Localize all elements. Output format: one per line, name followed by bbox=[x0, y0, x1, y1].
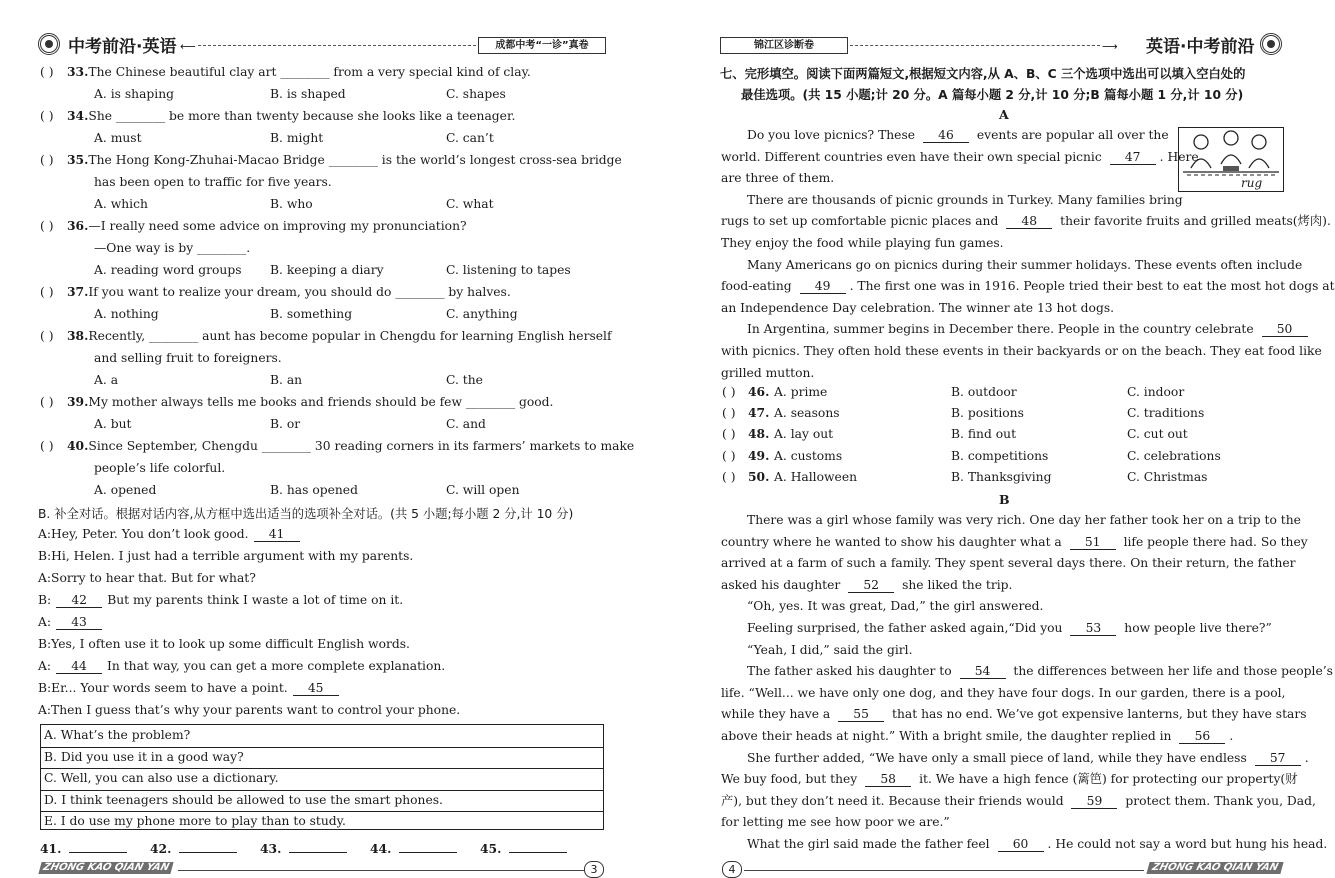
option: B. Thanksgiving bbox=[951, 469, 1052, 484]
passage-text: are three of them. bbox=[721, 171, 835, 186]
option: A. prime bbox=[774, 385, 828, 399]
dialogue-text: B:Er... Your words seem to have a point. bbox=[38, 681, 288, 695]
blank-number: 56 bbox=[1179, 729, 1225, 744]
option: A. nothing bbox=[94, 307, 159, 321]
question-number: 46. bbox=[748, 384, 770, 399]
option: B. positions bbox=[951, 406, 1024, 421]
passage-line bbox=[747, 664, 1333, 679]
question-line: Recently, ________ aunt has become popular in Chengdu for learning English herself bbox=[88, 329, 612, 343]
question-text bbox=[67, 395, 553, 409]
blank-number: 47 bbox=[1110, 150, 1156, 165]
passage-line bbox=[747, 751, 1309, 766]
passage-text: What the girl said made the father feel bbox=[747, 837, 994, 851]
right-brand: 英语·中考前沿 bbox=[1146, 37, 1255, 57]
option: A. seasons bbox=[774, 406, 840, 421]
option: A. a bbox=[94, 373, 119, 387]
question-text bbox=[67, 285, 511, 299]
passage-text: the differences between her life and those people’s bbox=[1009, 664, 1333, 679]
question-number: 49. bbox=[748, 447, 770, 463]
answer-slot bbox=[370, 840, 457, 856]
blank-number: 55 bbox=[838, 707, 884, 722]
header-divider bbox=[850, 45, 1100, 46]
answer-paren: ( ) bbox=[40, 109, 54, 123]
passage-text: their favorite fruits and grilled meats(烤肉). bbox=[1056, 214, 1331, 229]
instruction-line-1: 七、完形填空。阅读下面两篇短文,根据短文内容,从 A、B、C 三个选项中选出可以填入空白处的 bbox=[720, 67, 1246, 81]
question-line: people’s life colorful. bbox=[94, 461, 226, 475]
passage-line bbox=[721, 794, 1316, 809]
passage-text: There are thousands of picnic grounds in Turkey. Many families bring bbox=[747, 192, 1183, 207]
blank-number: 41 bbox=[254, 527, 300, 542]
passage-text: The father asked his daughter to bbox=[747, 664, 956, 679]
passage-text: country where he wanted to show his daughter what a bbox=[721, 534, 1066, 549]
dialogue-line bbox=[38, 703, 460, 717]
passage-line bbox=[721, 301, 1114, 315]
left-footer bbox=[38, 860, 608, 877]
passage-text: for letting me see how poor we are.” bbox=[721, 815, 950, 830]
passage-text: “Oh, yes. It was great, Dad,” the girl answered. bbox=[747, 599, 1044, 614]
blank-number: 42 bbox=[56, 593, 102, 608]
passage-line bbox=[721, 578, 1012, 593]
question-text bbox=[67, 219, 467, 233]
answer-label: 45. bbox=[480, 841, 502, 856]
box-option: C. Well, you can also use a dictionary. bbox=[44, 771, 279, 785]
passage-text: she liked the trip. bbox=[898, 577, 1013, 592]
arrow-icon: ⟵ bbox=[180, 40, 196, 53]
answer-blank bbox=[289, 840, 347, 853]
question-line: My mother always tells me books and friends should be few ________ good. bbox=[88, 395, 554, 409]
option: B. outdoor bbox=[951, 385, 1017, 399]
passage-line bbox=[721, 171, 834, 185]
box-divider bbox=[41, 768, 603, 769]
answer-label: 41. bbox=[40, 841, 62, 856]
arrow-icon: ⟶ bbox=[1102, 40, 1118, 53]
box-divider bbox=[41, 747, 603, 748]
picnic-icon bbox=[1179, 128, 1283, 176]
question-text bbox=[94, 351, 282, 365]
dialogue-text: A: bbox=[38, 659, 52, 673]
option: C. the bbox=[446, 373, 483, 387]
dialogue-text: B:Yes, I often use it to look up some difficult English words. bbox=[38, 637, 410, 651]
blank-number: 58 bbox=[865, 772, 911, 787]
option: B. has opened bbox=[270, 483, 358, 497]
passage-text: events are popular all over the bbox=[972, 128, 1169, 142]
passage-line bbox=[721, 535, 1308, 550]
passage-text: We buy food, but they bbox=[721, 772, 862, 787]
section-b-instruction: B. 补全对话。根据对话内容,从方框中选出适当的选项补全对话。(共 5 小题;每小题 2 分,计 10 分) bbox=[38, 507, 574, 521]
passage-line bbox=[747, 643, 913, 657]
box-divider bbox=[41, 811, 603, 812]
passage-text: In Argentina, summer begins in December there. People in the country celebrate bbox=[747, 322, 1258, 337]
passage-line bbox=[721, 279, 1335, 294]
option: C. will open bbox=[446, 483, 520, 497]
answer-label: 43. bbox=[260, 841, 282, 856]
answer-blank bbox=[399, 840, 457, 853]
passage-text: She further added, “We have only a small piece of land, while they have endless bbox=[747, 750, 1251, 765]
passage-text: while they have a bbox=[721, 707, 835, 722]
passage-line bbox=[721, 686, 1285, 700]
passage-text: rugs to set up comfortable picnic places and bbox=[721, 214, 1003, 229]
footer-line bbox=[178, 870, 588, 871]
option: C. can’t bbox=[446, 131, 494, 145]
exam-tag: 成都中考“一诊”真卷 bbox=[478, 37, 606, 54]
option: C. what bbox=[446, 197, 494, 211]
answer-paren: ( ) bbox=[40, 219, 54, 233]
question-text bbox=[67, 329, 612, 343]
footer-line bbox=[744, 870, 1144, 871]
logo-icon bbox=[38, 33, 60, 55]
passage-text: how people live there?” bbox=[1120, 621, 1272, 635]
passage-line bbox=[721, 150, 1199, 165]
dialogue-line bbox=[38, 659, 445, 674]
option: A. opened bbox=[94, 483, 157, 497]
option: C. celebrations bbox=[1127, 448, 1221, 463]
passage-line bbox=[721, 556, 1296, 570]
option: C. listening to tapes bbox=[446, 263, 571, 277]
passage-text: . He could not say a word but hung his head. bbox=[1047, 837, 1328, 851]
question-line: The Chinese beautiful clay art ________ from a very special kind of clay. bbox=[88, 65, 531, 79]
blank-number: 45 bbox=[293, 681, 339, 696]
passage-text: life. “Well... we have only one dog, and they have four dogs. In our garden, there is a pool, bbox=[721, 685, 1286, 700]
left-header bbox=[38, 30, 608, 58]
option: B. or bbox=[270, 417, 301, 431]
passage-line bbox=[747, 258, 1302, 272]
passage-line bbox=[721, 366, 814, 380]
option: B. might bbox=[270, 131, 324, 145]
dialogue-text: A:Hey, Peter. You don’t look good. bbox=[38, 527, 249, 541]
option: B. something bbox=[270, 307, 353, 321]
exam-tag: 锦江区诊断卷 bbox=[720, 37, 848, 54]
blank-number: 53 bbox=[1070, 621, 1116, 636]
dialogue-line bbox=[38, 637, 410, 651]
dialogue-line bbox=[38, 681, 344, 696]
passage-line bbox=[721, 236, 1004, 250]
question-number: 48. bbox=[748, 426, 770, 442]
question-text bbox=[67, 153, 622, 167]
page-number: 3 bbox=[584, 861, 604, 878]
question-number: 36. bbox=[67, 218, 89, 233]
question-number: 33. bbox=[67, 64, 89, 79]
blank-number: 46 bbox=[923, 128, 969, 143]
passage-line bbox=[721, 815, 950, 829]
question-number: 40. bbox=[67, 438, 89, 453]
passage-text: above their heads at night.” With a bright smile, the daughter replied in bbox=[721, 729, 1176, 743]
passage-line bbox=[747, 621, 1272, 636]
right-footer bbox=[720, 860, 1285, 877]
option: B. find out bbox=[951, 427, 1017, 442]
answer-blank bbox=[69, 840, 127, 853]
answer-paren: ( ) bbox=[40, 65, 54, 79]
option: A. is shaping bbox=[94, 87, 175, 101]
answer-label: 42. bbox=[150, 841, 172, 856]
blank-number: 50 bbox=[1262, 322, 1308, 337]
blank-number: 59 bbox=[1071, 794, 1117, 809]
question-text bbox=[67, 109, 515, 123]
answer-paren: ( ) bbox=[40, 395, 54, 409]
question-text bbox=[94, 461, 225, 475]
header-divider bbox=[198, 45, 476, 46]
question-line: Since September, Chengdu ________ 30 reading corners in its farmers’ markets to make bbox=[88, 439, 635, 453]
passage-line bbox=[721, 344, 1322, 358]
answer-slot bbox=[150, 840, 237, 856]
passage-line bbox=[721, 707, 1307, 722]
passage-text: “Yeah, I did,” said the girl. bbox=[747, 642, 913, 657]
passage-line bbox=[747, 128, 1169, 143]
passage-text: Many Americans go on picnics during their summer holidays. These events often include bbox=[747, 257, 1303, 272]
answer-slot bbox=[40, 840, 127, 856]
logo-icon bbox=[1260, 33, 1282, 55]
option: A. must bbox=[94, 131, 142, 145]
left-brand: 中考前沿·英语 bbox=[68, 37, 177, 57]
option: B. an bbox=[270, 373, 303, 387]
option: C. shapes bbox=[446, 87, 506, 101]
question-line: has been open to traffic for five years. bbox=[94, 175, 332, 189]
dialogue-text: But my parents think I waste a lot of time on it. bbox=[107, 593, 404, 607]
question-line: The Hong Kong-Zhuhai-Macao Bridge ________ is the world’s longest cross-sea bridge bbox=[88, 153, 622, 167]
picture-caption: rug bbox=[1241, 176, 1263, 190]
dialogue-line bbox=[38, 549, 413, 563]
passage-line bbox=[747, 193, 1183, 207]
question-text bbox=[94, 175, 332, 189]
passage-text: They enjoy the food while playing fun games. bbox=[721, 236, 1004, 250]
question-number: 34. bbox=[67, 108, 89, 123]
passage-text: with picnics. They often hold these events in their backyards or on the beach. They eat food like bbox=[721, 344, 1322, 358]
option: A. Halloween bbox=[774, 469, 858, 484]
blank-number: 52 bbox=[848, 578, 894, 593]
box-divider bbox=[41, 790, 603, 791]
right-header bbox=[720, 30, 1285, 58]
blank-number: 48 bbox=[1006, 214, 1052, 229]
answer-paren: ( ) bbox=[40, 153, 54, 167]
option: A. lay out bbox=[774, 427, 834, 442]
question-line: —One way is by ________. bbox=[94, 241, 251, 255]
question-text bbox=[94, 241, 250, 255]
instruction-line-2: 最佳选项。(共 15 小题;计 20 分。A 篇每小题 2 分,计 10 分;B 篇每小题 1 分,计 10 分) bbox=[741, 88, 1244, 102]
passage-text: world. Different countries even have their own special picnic bbox=[721, 149, 1106, 164]
option: C. traditions bbox=[1127, 406, 1205, 421]
dialogue-line bbox=[38, 615, 107, 630]
answer-paren: ( ) bbox=[722, 448, 736, 463]
blank-number: 60 bbox=[998, 837, 1044, 852]
question-line: —I really need some advice on improving my pronunciation? bbox=[88, 219, 467, 233]
answer-slot bbox=[260, 840, 347, 856]
option: B. who bbox=[270, 197, 313, 211]
dialogue-text: In that way, you can get a more complete explanation. bbox=[107, 659, 446, 673]
option: B. keeping a diary bbox=[270, 263, 384, 277]
footer-bar: ZHONG KAO QIAN YAN bbox=[38, 862, 173, 874]
answer-paren: ( ) bbox=[722, 406, 736, 421]
question-number: 47. bbox=[748, 405, 770, 421]
passage-line bbox=[747, 837, 1327, 852]
passage-line bbox=[721, 729, 1233, 744]
passage-line bbox=[747, 513, 1301, 527]
footer-bar: ZHONG KAO QIAN YAN bbox=[1146, 862, 1283, 874]
answer-slot bbox=[480, 840, 567, 856]
option: B. competitions bbox=[951, 448, 1049, 463]
passage-text: that has no end. We’ve got expensive lanterns, but they have stars bbox=[888, 707, 1307, 722]
box-option: A. What’s the problem? bbox=[44, 728, 191, 742]
answer-paren: ( ) bbox=[40, 285, 54, 299]
blank-number: 49 bbox=[800, 279, 846, 294]
passage-text: . bbox=[1304, 750, 1309, 765]
option: B. is shaped bbox=[270, 87, 346, 101]
blank-number: 51 bbox=[1070, 535, 1116, 550]
passage-line bbox=[721, 772, 1298, 787]
passage-text: life people there had. So they bbox=[1119, 534, 1308, 549]
passage-text: Do you love picnics? These bbox=[747, 128, 919, 142]
dialogue-text: A:Then I guess that’s why your parents want to control your phone. bbox=[38, 703, 461, 717]
dialogue-text: B: bbox=[38, 593, 52, 607]
option: A. which bbox=[94, 197, 148, 211]
options-box bbox=[40, 724, 604, 830]
question-number: 37. bbox=[67, 284, 89, 299]
question-number: 38. bbox=[67, 328, 89, 343]
option: C. anything bbox=[446, 307, 518, 321]
question-line: and selling fruit to foreigners. bbox=[94, 351, 282, 365]
passage-text: arrived at a farm of such a family. They spent several days there. On their return, the father bbox=[721, 556, 1296, 571]
passage-line bbox=[747, 599, 1043, 613]
dialogue-line bbox=[38, 527, 305, 542]
passage-text: Feeling surprised, the father asked again,“Did you bbox=[747, 621, 1067, 635]
blank-number: 44 bbox=[56, 659, 102, 674]
question-number: 35. bbox=[67, 152, 89, 167]
question-text bbox=[67, 439, 634, 453]
question-number: 50. bbox=[748, 468, 770, 484]
question-line: She ________ be more than twenty because she looks like a teenager. bbox=[88, 109, 516, 123]
passage-text: protect them. Thank you, Dad, bbox=[1121, 793, 1316, 808]
box-option: E. I do use my phone more to play than to study. bbox=[44, 814, 346, 828]
page-number: 4 bbox=[722, 861, 742, 878]
option: A. but bbox=[94, 417, 132, 431]
dialogue-text: A:Sorry to hear that. But for what? bbox=[38, 571, 256, 585]
box-option: B. Did you use it in a good way? bbox=[44, 749, 244, 764]
answer-paren: ( ) bbox=[40, 329, 54, 343]
dialogue-line bbox=[38, 571, 256, 585]
part-a-heading: A bbox=[999, 107, 1009, 122]
option: C. cut out bbox=[1127, 427, 1188, 442]
answer-paren: ( ) bbox=[722, 427, 736, 442]
passage-text: . The first one was in 1916. People tried their best to eat the most hot dogs at bbox=[849, 279, 1335, 294]
option: A. reading word groups bbox=[94, 263, 242, 277]
passage-line bbox=[721, 214, 1331, 229]
option: A. customs bbox=[774, 448, 843, 463]
passage-text: . Here bbox=[1159, 149, 1199, 164]
answer-label: 44. bbox=[370, 841, 392, 856]
passage-line bbox=[747, 322, 1312, 337]
part-b-heading: B bbox=[999, 492, 1010, 507]
passage-text: 产), but they don’t need it. Because their friends would bbox=[721, 793, 1068, 808]
picnic-illustration bbox=[1178, 127, 1284, 192]
passage-text: There was a girl whose family was very rich. One day her father took her on a trip to the bbox=[747, 513, 1301, 527]
dialogue-text: B:Hi, Helen. I just had a terrible argument with my parents. bbox=[38, 549, 414, 563]
option: C. indoor bbox=[1127, 385, 1185, 399]
answer-paren: ( ) bbox=[722, 385, 736, 399]
box-option: D. I think teenagers should be allowed to use the smart phones. bbox=[44, 792, 443, 807]
answer-blank bbox=[509, 840, 567, 853]
passage-text: an Independence Day celebration. The winner ate 13 hot dogs. bbox=[721, 300, 1115, 315]
option: C. Christmas bbox=[1127, 469, 1208, 484]
question-line: If you want to realize your dream, you should do ________ by halves. bbox=[88, 285, 511, 299]
blank-number: 54 bbox=[960, 664, 1006, 679]
passage-text: food-eating bbox=[721, 279, 796, 294]
blank-number: 57 bbox=[1255, 751, 1301, 766]
question-number: 39. bbox=[67, 394, 89, 409]
answer-paren: ( ) bbox=[40, 439, 54, 453]
answer-paren: ( ) bbox=[722, 469, 736, 484]
left-page bbox=[0, 0, 640, 877]
passage-text: it. We have a high fence (篱笆) for protecting our property(财 bbox=[915, 772, 1298, 787]
passage-text: asked his daughter bbox=[721, 577, 845, 592]
dialogue-text: A: bbox=[38, 615, 52, 629]
passage-text: . bbox=[1229, 729, 1234, 743]
option: C. and bbox=[446, 417, 486, 431]
passage-text: grilled mutton. bbox=[721, 365, 815, 380]
answer-blank bbox=[179, 840, 237, 853]
question-text bbox=[67, 65, 531, 79]
dialogue-line bbox=[38, 593, 403, 608]
blank-number: 43 bbox=[56, 615, 102, 630]
